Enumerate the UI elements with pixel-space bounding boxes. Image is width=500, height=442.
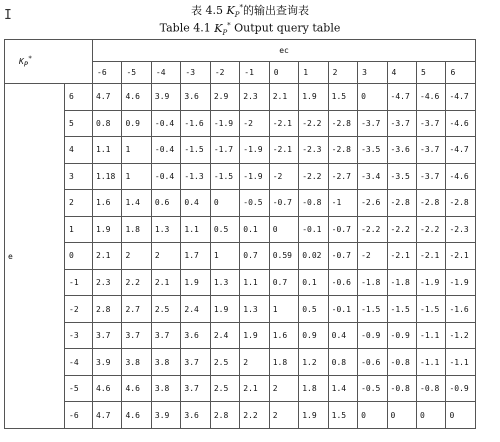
table-body — [5, 84, 476, 429]
column-header: 2 — [328, 62, 357, 84]
table-cell: -1.5 — [210, 163, 239, 190]
table-cell: 2 — [269, 402, 298, 429]
table-cell: 3.9 — [151, 84, 180, 111]
table-cell: 2.3 — [240, 84, 269, 111]
column-header: -6 — [93, 62, 122, 84]
table-cell: 1.9 — [210, 296, 239, 323]
table-cell: 2 — [151, 243, 180, 270]
table-cell: -1.1 — [417, 349, 446, 376]
table-cell: 2 — [122, 243, 151, 270]
column-header: 1 — [299, 62, 328, 84]
table-cell: 3.6 — [181, 402, 210, 429]
table-cell: -1.9 — [240, 163, 269, 190]
table-cell: 1 — [269, 296, 298, 323]
row-header: 5 — [65, 110, 93, 137]
table-cell: 1.4 — [328, 375, 357, 402]
table-cell: 1.9 — [181, 269, 210, 296]
table-cell: -0.8 — [417, 375, 446, 402]
row-header: -5 — [65, 375, 93, 402]
table-cell: 0.7 — [269, 269, 298, 296]
table-cell: 1 — [122, 137, 151, 164]
table-cell: -2.3 — [446, 216, 476, 243]
table-cell: 1.1 — [181, 216, 210, 243]
table-cell: 1 — [122, 163, 151, 190]
table-cell: 0.5 — [299, 296, 328, 323]
table-cell: 0.02 — [299, 243, 328, 270]
table-cell: 0.6 — [151, 190, 180, 217]
table-cell: 1.9 — [299, 84, 328, 111]
table-cell: -1.5 — [358, 296, 387, 323]
table-cell: 0.7 — [240, 243, 269, 270]
table-cell: -2.8 — [328, 137, 357, 164]
table-cell: -3.4 — [358, 163, 387, 190]
table-cell: -0.4 — [151, 110, 180, 137]
table-cell: -3.7 — [417, 137, 446, 164]
table-cell: 1.8 — [122, 216, 151, 243]
table-cell: 3.7 — [151, 322, 180, 349]
row-header: 4 — [65, 137, 93, 164]
table-cell: -3.7 — [387, 110, 416, 137]
table-cell: -2.8 — [387, 190, 416, 217]
column-header: 0 — [269, 62, 298, 84]
caption-english-prefix: Table 4.1 — [159, 21, 215, 35]
table-cell: 2.5 — [210, 349, 239, 376]
table-cell: -1.2 — [446, 322, 476, 349]
table-cell: 1.6 — [93, 190, 122, 217]
table-cell: -0.5 — [358, 375, 387, 402]
kp-symbol: $K_P^*$ — [214, 21, 231, 37]
table-cell: -1.9 — [210, 110, 239, 137]
table-cell: -2.1 — [269, 137, 298, 164]
row-header: 1 — [65, 216, 93, 243]
table-cell: -0.9 — [358, 322, 387, 349]
table-cell: -2.1 — [269, 110, 298, 137]
table-cell: 0.1 — [240, 216, 269, 243]
table-cell: 1.1 — [240, 269, 269, 296]
table-cell: -0.8 — [387, 375, 416, 402]
table-cell: -1.8 — [358, 269, 387, 296]
table-cell: 2 — [269, 375, 298, 402]
table-cell: -1.9 — [240, 137, 269, 164]
table-cell: 1.5 — [328, 84, 357, 111]
table-cell: 1.9 — [299, 402, 328, 429]
table-cell: -0.6 — [328, 269, 357, 296]
table-cell: -1.6 — [181, 110, 210, 137]
table-cell: 3.8 — [122, 349, 151, 376]
table-cell: 3.8 — [151, 375, 180, 402]
table-cell: -2 — [240, 110, 269, 137]
table-cell: -0.7 — [328, 216, 357, 243]
table-cell: -1.5 — [417, 296, 446, 323]
row-header: -4 — [65, 349, 93, 376]
table-cell: 3.6 — [181, 84, 210, 111]
table-cell: 0 — [446, 402, 476, 429]
header-row-ec — [5, 40, 476, 62]
table-cell: -2.6 — [358, 190, 387, 217]
table-cell: 4.7 — [93, 84, 122, 111]
row-header: 0 — [65, 243, 93, 270]
text-cursor-glyph: I — [4, 8, 12, 23]
caption-english-suffix: Output query table — [230, 21, 341, 35]
table-cell: -0.1 — [328, 296, 357, 323]
table-cell: 2.7 — [122, 296, 151, 323]
table-cell: -1.5 — [181, 137, 210, 164]
table-cell: 0 — [358, 402, 387, 429]
kp-symbol: $K_P^*$ — [226, 3, 243, 20]
table-row — [5, 322, 476, 349]
table-cell: 0.4 — [181, 190, 210, 217]
table-cell: 0.9 — [122, 110, 151, 137]
table-cell: -2.7 — [328, 163, 357, 190]
table-row — [5, 84, 476, 111]
table-cell: -3.7 — [417, 163, 446, 190]
table-cell: 0.8 — [328, 349, 357, 376]
table-cell: -4.6 — [446, 110, 476, 137]
table-cell: 2.3 — [93, 269, 122, 296]
table-cell: 4.6 — [122, 375, 151, 402]
table-row — [5, 402, 476, 429]
table-cell: -1.7 — [210, 137, 239, 164]
table-cell: -1.9 — [446, 269, 476, 296]
table-cell: 2.1 — [93, 243, 122, 270]
table-cell: -2.2 — [358, 216, 387, 243]
table-cell: -0.7 — [328, 243, 357, 270]
table-cell: -2.3 — [299, 137, 328, 164]
table-cell: 3.7 — [181, 375, 210, 402]
table-cell: 1.3 — [151, 216, 180, 243]
table-cell: -2.1 — [417, 243, 446, 270]
table-cell: -3.7 — [358, 110, 387, 137]
table-cell: 3.6 — [181, 322, 210, 349]
table-cell: 2.2 — [122, 269, 151, 296]
output-query-table — [4, 39, 476, 429]
table-cell: 0 — [210, 190, 239, 217]
table-cell: -2.2 — [417, 216, 446, 243]
table-cell: 1.6 — [269, 322, 298, 349]
table-cell: -1.1 — [446, 349, 476, 376]
table-cell: 1.1 — [93, 137, 122, 164]
table-cell: -1.1 — [417, 322, 446, 349]
table-cell: -1.3 — [181, 163, 210, 190]
column-header: -2 — [210, 62, 239, 84]
table-cell: -4.7 — [446, 137, 476, 164]
caption-chinese — [0, 2, 500, 19]
table-cell: -4.7 — [446, 84, 476, 111]
table-cell: 0.1 — [299, 269, 328, 296]
table-cell: -1.8 — [387, 269, 416, 296]
table-cell: 0.4 — [328, 322, 357, 349]
table-cell: -0.8 — [387, 349, 416, 376]
row-header: -3 — [65, 322, 93, 349]
table-row — [5, 163, 476, 190]
table-cell: -0.4 — [151, 137, 180, 164]
table-cell: 2.1 — [240, 375, 269, 402]
table-cell: 2.4 — [210, 322, 239, 349]
table-cell: 1.3 — [240, 296, 269, 323]
table-cell: 2.8 — [210, 402, 239, 429]
col-axis-label: ec — [93, 40, 476, 62]
table-cell: 3.7 — [93, 322, 122, 349]
table-row — [5, 349, 476, 376]
row-header: 2 — [65, 190, 93, 217]
table-cell: -1.9 — [417, 269, 446, 296]
table-cell: 2.1 — [151, 269, 180, 296]
column-header: -3 — [181, 62, 210, 84]
table-cell: 4.6 — [122, 402, 151, 429]
table-cell: 1.4 — [122, 190, 151, 217]
table-cell: -0.4 — [151, 163, 180, 190]
table-cell: -2 — [269, 163, 298, 190]
table-cell: -2.8 — [446, 190, 476, 217]
table-cell: -0.5 — [240, 190, 269, 217]
row-axis-label: e — [5, 84, 65, 429]
table-cell: -2.2 — [299, 110, 328, 137]
corner-kp-cell — [5, 40, 93, 84]
table-cell: -2.2 — [299, 163, 328, 190]
table-cell: 1.5 — [328, 402, 357, 429]
table-cell: 0 — [269, 216, 298, 243]
row-header: -2 — [65, 296, 93, 323]
table-cell: -2.2 — [387, 216, 416, 243]
table-row — [5, 375, 476, 402]
column-header: -5 — [122, 62, 151, 84]
column-header: 6 — [446, 62, 476, 84]
table-cell: 0 — [358, 84, 387, 111]
table-cell: 1 — [210, 243, 239, 270]
table-cell: 1.9 — [93, 216, 122, 243]
row-header: -1 — [65, 269, 93, 296]
table-cell: -3.6 — [387, 137, 416, 164]
table-cell: -0.6 — [358, 349, 387, 376]
table-cell: -2.1 — [387, 243, 416, 270]
kp-symbol: $K_P^*$ — [19, 54, 33, 69]
table-cell: 0 — [417, 402, 446, 429]
table-cell: 3.8 — [151, 349, 180, 376]
caption-chinese-suffix: 的输出查询表 — [242, 4, 309, 17]
table-row — [5, 110, 476, 137]
table-cell: 1.3 — [210, 269, 239, 296]
table-cell: -4.7 — [387, 84, 416, 111]
table-cell: 2.8 — [93, 296, 122, 323]
column-header: 3 — [358, 62, 387, 84]
table-cell: -2.8 — [328, 110, 357, 137]
table-cell: -2.8 — [417, 190, 446, 217]
table-cell: 1.18 — [93, 163, 122, 190]
table-cell: 2.5 — [151, 296, 180, 323]
table-cell: 4.6 — [93, 375, 122, 402]
table-row — [5, 137, 476, 164]
table-row — [5, 190, 476, 217]
row-header: 6 — [65, 84, 93, 111]
table-cell: -0.7 — [269, 190, 298, 217]
column-header: -1 — [240, 62, 269, 84]
table-cell: -1.5 — [387, 296, 416, 323]
table-cell: -1 — [328, 190, 357, 217]
table-cell: 2.2 — [240, 402, 269, 429]
table-cell: -2.1 — [446, 243, 476, 270]
table-cell: 0.59 — [269, 243, 298, 270]
table-cell: -1.6 — [446, 296, 476, 323]
table-row — [5, 243, 476, 270]
row-header: -6 — [65, 402, 93, 429]
table-cell: 2.4 — [181, 296, 210, 323]
table-cell: 4.7 — [93, 402, 122, 429]
table-cell: 3.9 — [151, 402, 180, 429]
table-cell: -4.6 — [446, 163, 476, 190]
table-cell: 2.1 — [269, 84, 298, 111]
table-cell: -3.5 — [358, 137, 387, 164]
table-row — [5, 296, 476, 323]
table-cell: -0.9 — [446, 375, 476, 402]
table-cell: -3.5 — [387, 163, 416, 190]
table-cell: -0.9 — [387, 322, 416, 349]
table-row — [5, 269, 476, 296]
table-cell: 0.9 — [299, 322, 328, 349]
table-cell: 1.8 — [299, 375, 328, 402]
table-cell: -4.6 — [417, 84, 446, 111]
table-cell: 1.7 — [181, 243, 210, 270]
table-row — [5, 216, 476, 243]
column-header: 5 — [417, 62, 446, 84]
table-cell: 0 — [387, 402, 416, 429]
table-cell: 0.8 — [93, 110, 122, 137]
column-header: 4 — [387, 62, 416, 84]
row-header: 3 — [65, 163, 93, 190]
table-cell: 1.8 — [269, 349, 298, 376]
column-header: -4 — [151, 62, 180, 84]
caption-english — [0, 21, 500, 37]
table-cell: 4.6 — [122, 84, 151, 111]
table-cell: 1.9 — [240, 322, 269, 349]
caption-chinese-prefix: 表 4.5 — [191, 4, 227, 17]
table-cell: 0.5 — [210, 216, 239, 243]
table-cell: 2.5 — [210, 375, 239, 402]
table-cell: 2 — [240, 349, 269, 376]
table-cell: 3.9 — [93, 349, 122, 376]
table-cell: 1.2 — [299, 349, 328, 376]
table-cell: 3.7 — [181, 349, 210, 376]
table-cell: -0.8 — [299, 190, 328, 217]
table-cell: -2 — [358, 243, 387, 270]
table-cell: -3.7 — [417, 110, 446, 137]
table-cell: 2.9 — [210, 84, 239, 111]
table-cell: -0.1 — [299, 216, 328, 243]
table-cell: 3.7 — [122, 322, 151, 349]
